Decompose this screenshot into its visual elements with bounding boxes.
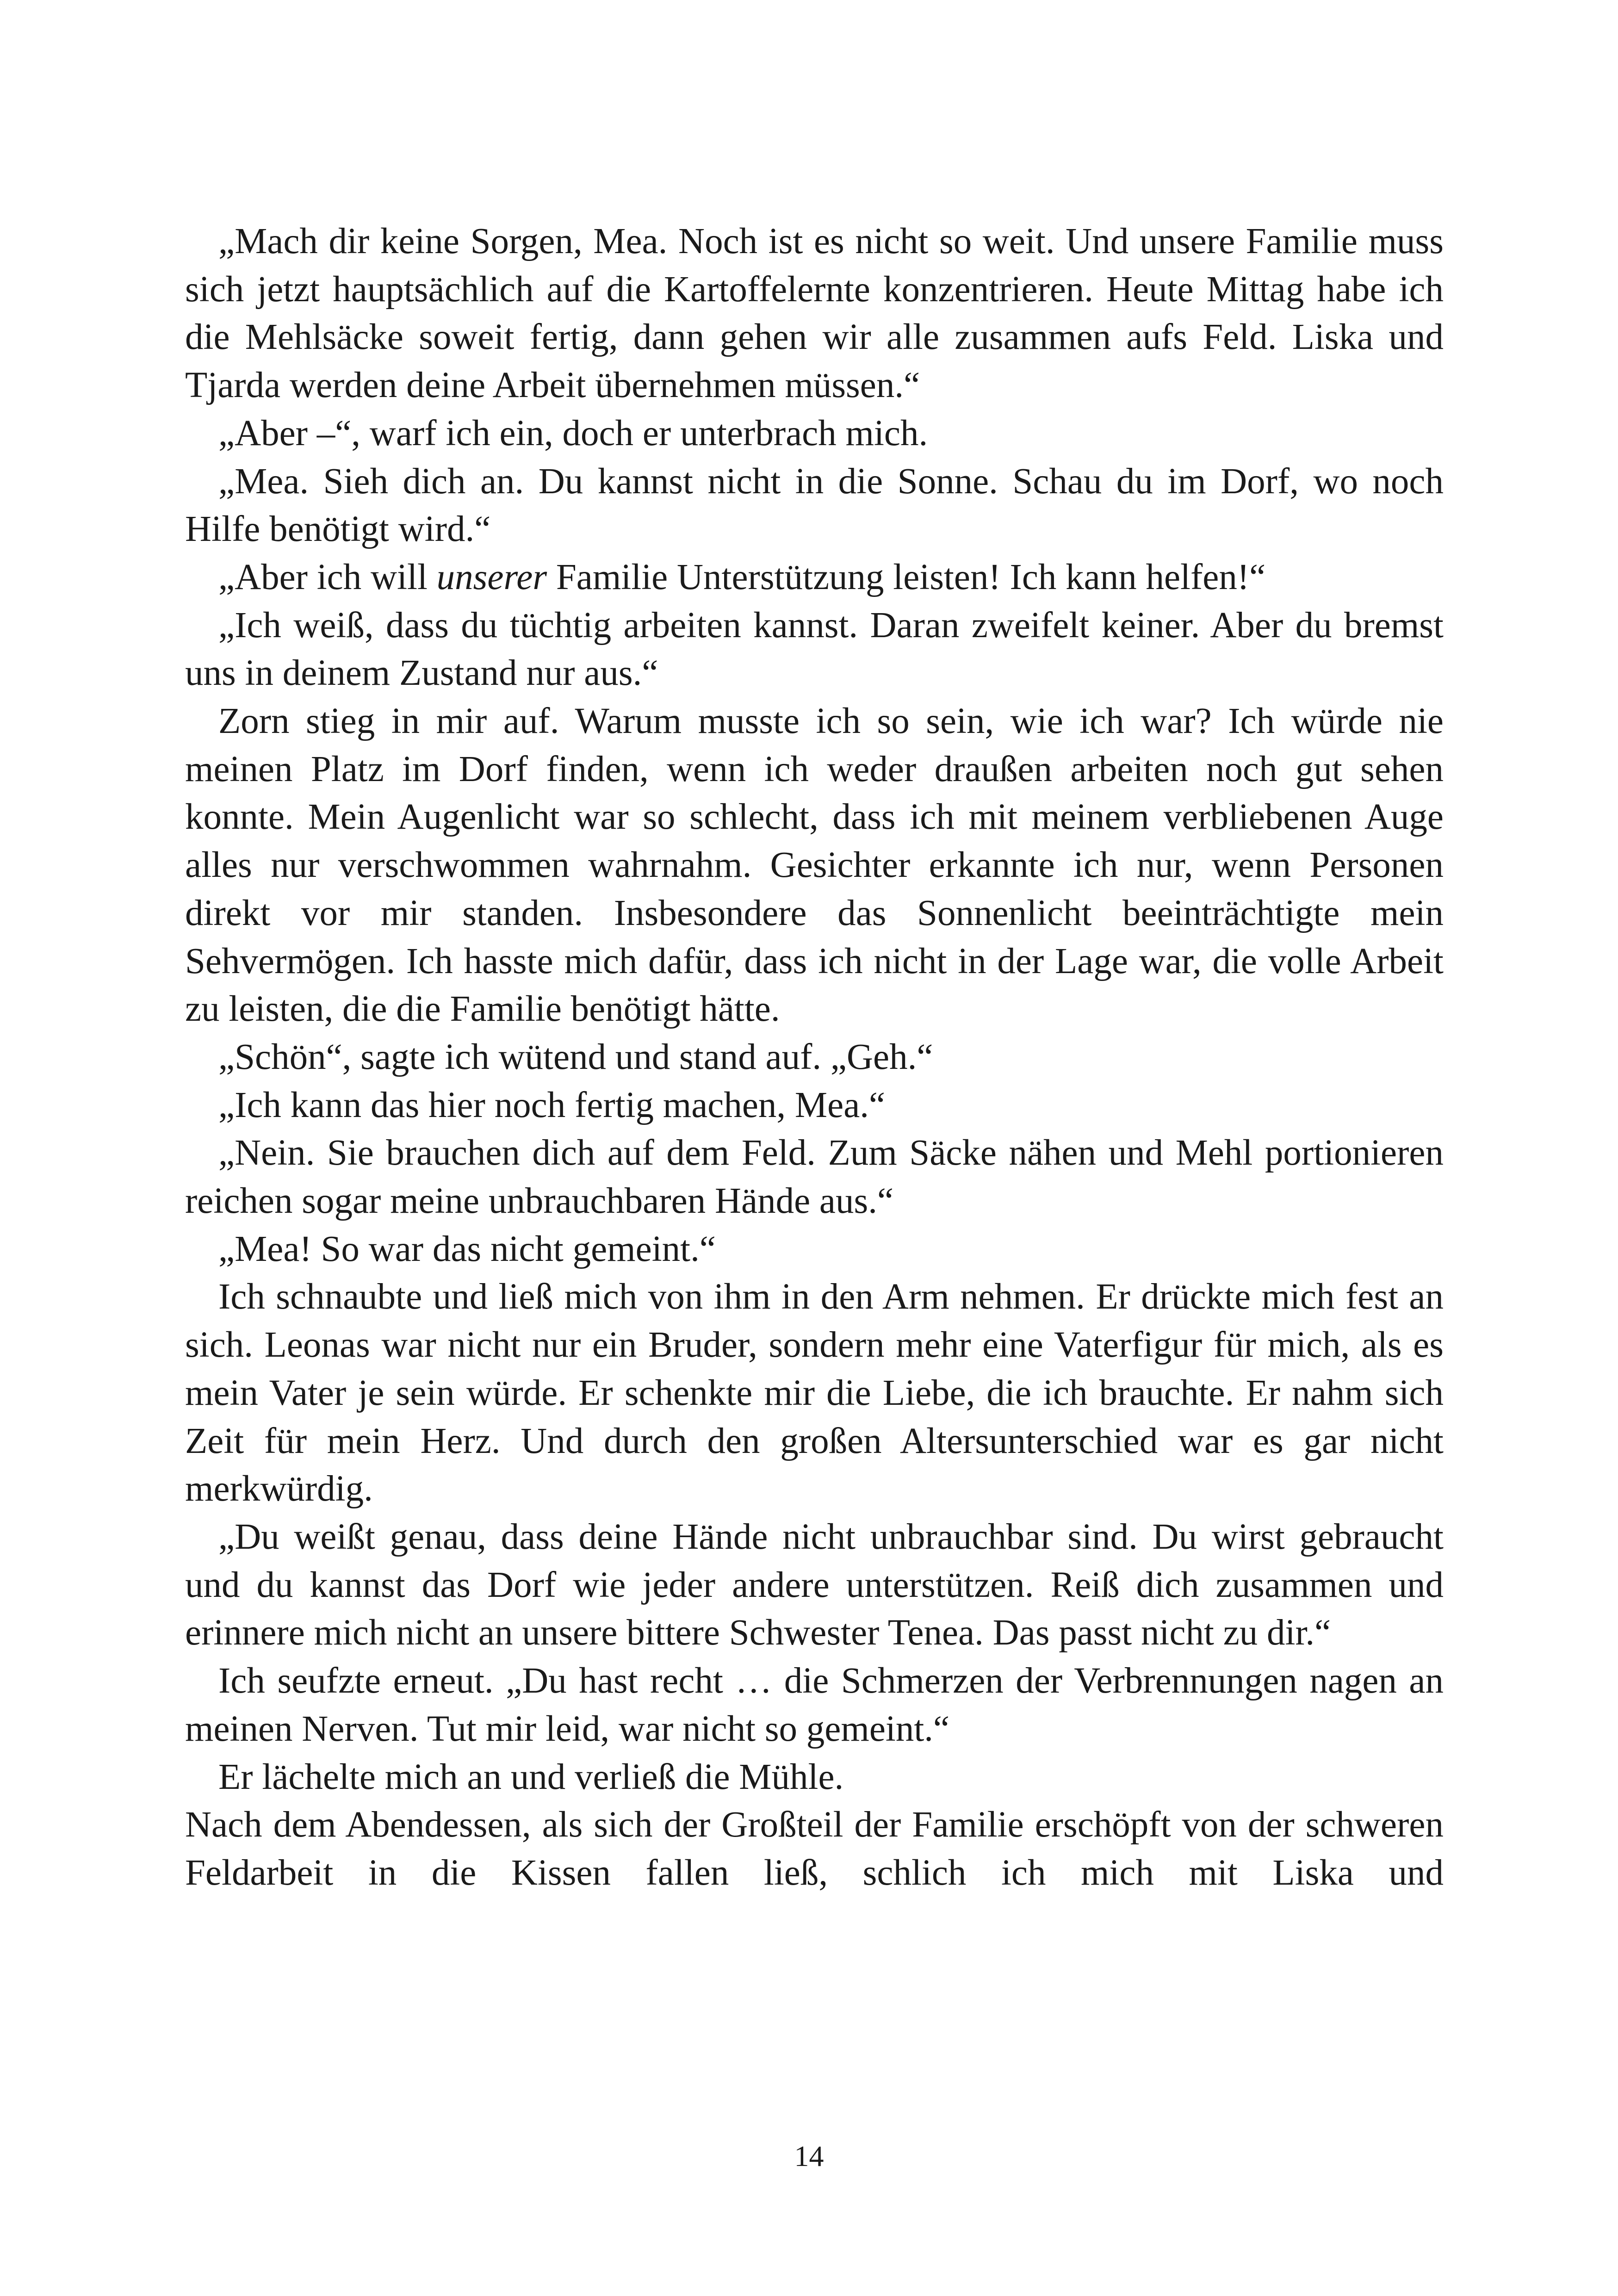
paragraph: Zorn stieg in mir auf. Warum musste ich so sein, wie ich war? Ich würde nie meinen Platz im Dorf finden, wenn ich weder draußen arbeiten noch gut sehen konnte. Mein Augenlicht war so schlecht, dass ich mit meinem verbliebenen Auge alles nur verschwommen wahrnahm. Gesichter erkannte ich nur, wenn Personen direkt vor mir standen. Insbesondere das Sonnenlicht beeinträchtigte mein Sehvermögen. Ich hasste mich dafür, dass ich nicht in der Lage war, die volle Arbeit zu leisten, die die Familie benötigt hätte. <box>185 701 1444 1030</box>
body-text <box>185 217 1444 1897</box>
paragraph-text: „Aber ich will <box>218 557 437 597</box>
page-number: 14 <box>794 2140 824 2172</box>
paragraph: Ich schnaubte und ließ mich von ihm in den Arm nehmen. Er drückte mich fest an sich. Leonas war nicht nur ein Bruder, sondern mehr eine Vaterfigur für mich, als es mein Vater je sein würde. Er schenkte mir die Liebe, die ich brauchte. Er nahm sich Zeit für mein Herz. Und durch den großen Altersunterschied war es gar nicht merkwürdig. <box>185 1277 1444 1509</box>
paragraph <box>185 553 1444 602</box>
paragraph: „Mea. Sieh dich an. Du kannst nicht in die Sonne. Schau du im Dorf, wo noch Hilfe benötigt wird.“ <box>185 461 1444 550</box>
paragraph: „Ich kann das hier noch fertig machen, Mea.“ <box>218 1085 886 1125</box>
paragraph: „Ich weiß, dass du tüchtig arbeiten kannst. Daran zweifelt keiner. Aber du bremst uns in deinem Zustand nur aus.“ <box>185 605 1444 694</box>
paragraph: „Mea! So war das nicht gemeint.“ <box>218 1229 716 1269</box>
paragraph: „Nein. Sie brauchen dich auf dem Feld. Zum Säcke nähen und Mehl portionieren reichen sogar meine unbrauchbaren Hände aus.“ <box>185 1133 1444 1222</box>
paragraph: „Mach dir keine Sorgen, Mea. Noch ist es nicht so weit. Und unsere Familie muss sich jetzt hauptsächlich auf die Kartoffelernte konzentrieren. Heute Mittag habe ich die Mehlsäcke soweit fertig, dann gehen wir alle zusammen aufs Feld. Liska und Tjarda werden deine Arbeit übernehmen müssen.“ <box>185 221 1444 406</box>
paragraph: „Aber –“, warf ich ein, doch er unterbrach mich. <box>218 413 928 453</box>
paragraph: „Du weißt genau, dass deine Hände nicht unbrauchbar sind. Du wirst gebraucht und du kannst das Dorf wie jeder andere unterstützen. Reiß dich zusammen und erinnere mich nicht an unsere bittere Schwester Tenea. Das passt nicht zu dir.“ <box>185 1516 1444 1653</box>
paragraph: Ich seufzte erneut. „Du hast recht … die Schmerzen der Verbrennungen nagen an meinen Nerven. Tut mir leid, war nicht so gemeint.“ <box>185 1661 1444 1749</box>
emphasized-word: unserer <box>436 557 547 597</box>
paragraph: Nach dem Abendessen, als sich der Großteil der Familie erschöpft von der schweren Feldarbeit in die Kissen fallen ließ, schlich ich mich mit Liska und <box>185 1805 1444 1893</box>
paragraph-text: Familie Unterstützung leisten! Ich kann helfen!“ <box>547 557 1266 597</box>
paragraph: „Schön“, sagte ich wütend und stand auf. „Geh.“ <box>218 1036 933 1077</box>
paragraph: Er lächelte mich an und verließ die Mühle. <box>218 1756 844 1797</box>
